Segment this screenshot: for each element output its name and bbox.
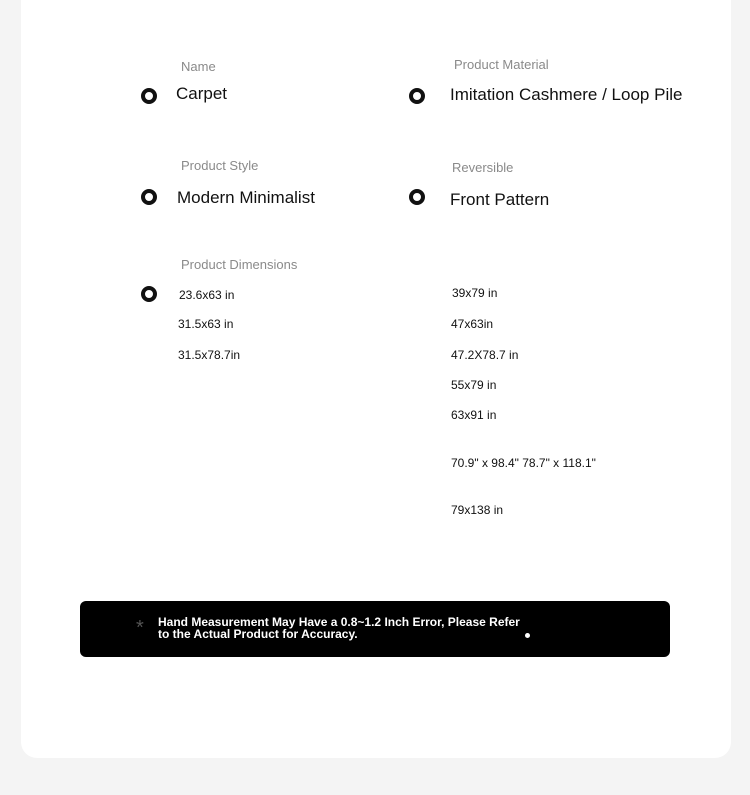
- reversible-value: Front Pattern: [450, 190, 550, 209]
- dimensions-label: Product Dimensions: [181, 257, 298, 272]
- style-value: Modern Minimalist: [177, 188, 315, 207]
- dimension-option: 47.2X78.7 in: [451, 348, 519, 362]
- dot-icon: [525, 633, 530, 638]
- name-bullet-icon: [141, 88, 157, 104]
- dimensions-bullet-icon: [141, 286, 157, 302]
- material-value: Imitation Cashmere / Loop Pile: [450, 85, 683, 104]
- measurement-notice-banner: [80, 601, 670, 657]
- name-value: Carpet: [176, 84, 228, 103]
- dimension-option: 70.9" x 98.4" 78.7" x 118.1": [451, 456, 596, 470]
- asterisk-icon: *: [136, 617, 144, 639]
- dimension-option: 79x138 in: [451, 503, 504, 517]
- reversible-bullet-icon: [409, 189, 425, 205]
- dimension-option: 31.5x78.7in: [178, 348, 241, 362]
- dimension-option: 39x79 in: [452, 286, 498, 300]
- measurement-notice-text: Hand Measurement May Have a 0.8~1.2 Inch Error, Please Refer to the Actual Product for Accuracy.: [158, 615, 520, 641]
- material-label: Product Material: [454, 57, 549, 72]
- dimension-option: 63x91 in: [451, 408, 497, 422]
- style-label: Product Style: [181, 158, 259, 173]
- dimension-option: 31.5x63 in: [178, 317, 234, 331]
- material-bullet-icon: [409, 88, 425, 104]
- dimension-option: 23.6x63 in: [179, 288, 235, 302]
- dimension-option: 55x79 in: [451, 378, 497, 392]
- name-label: Name: [181, 59, 216, 74]
- dimension-option: 47x63in: [451, 317, 494, 331]
- reversible-label: Reversible: [452, 160, 514, 175]
- style-bullet-icon: [141, 189, 157, 205]
